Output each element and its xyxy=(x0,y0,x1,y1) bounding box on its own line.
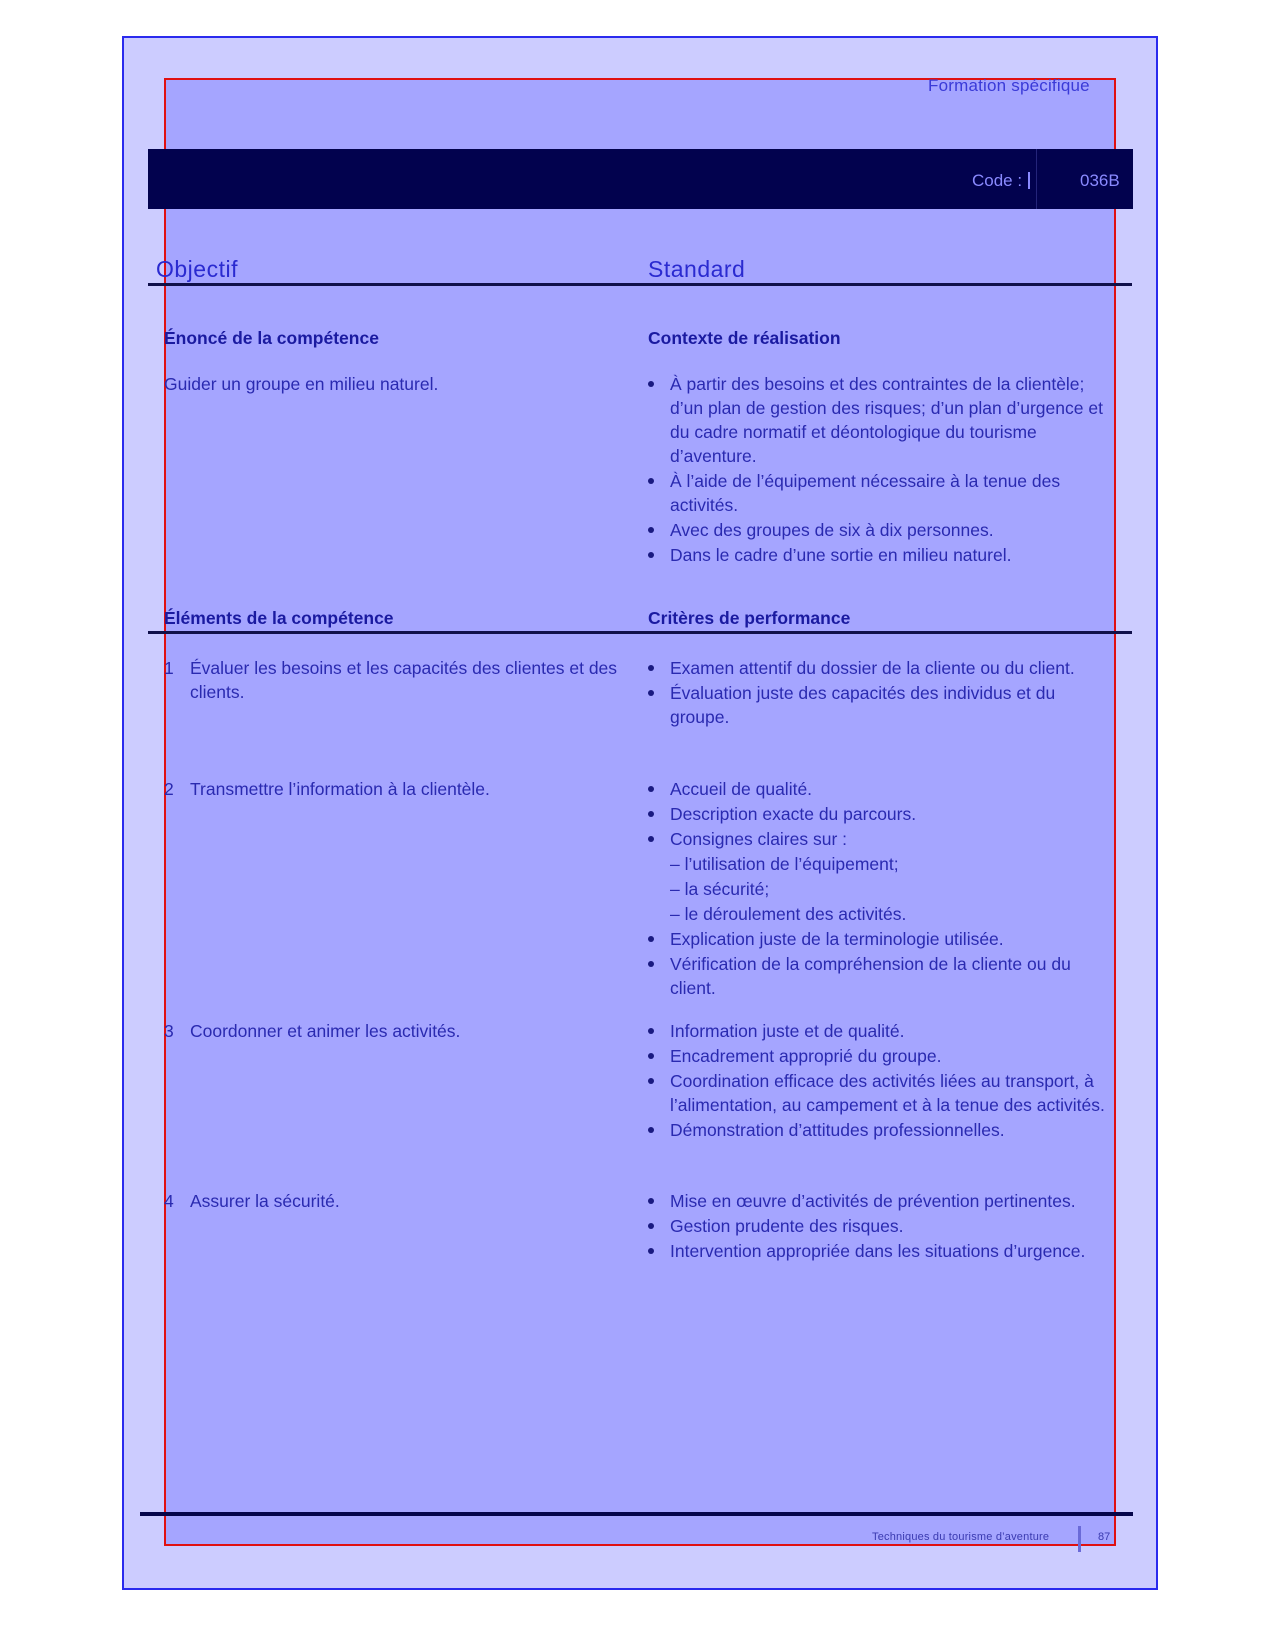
objective-column-title: Objectif xyxy=(156,256,238,282)
running-title: Formation spécifique xyxy=(928,76,1090,95)
element-text: Assurer la sécurité. xyxy=(190,1191,340,1211)
context-heading: Contexte de réalisation xyxy=(648,328,841,348)
criteria-heading: Critères de performance xyxy=(648,608,851,628)
column-title-rule xyxy=(148,283,1132,286)
criteria-list xyxy=(648,1189,1108,1264)
list-item: Examen attentif du dossier de la cliente ou du client. xyxy=(648,656,1108,680)
sub-list-item: – la sécurité; xyxy=(670,879,770,899)
elements-rule xyxy=(148,631,1132,634)
criteria-list xyxy=(648,1019,1108,1143)
code-divider xyxy=(1036,149,1037,209)
list-item: Encadrement approprié du groupe. xyxy=(648,1044,1108,1068)
footer-program-title: Techniques du tourisme d’aventure xyxy=(872,1531,1050,1543)
element-number: 2 xyxy=(164,779,174,799)
competency-element xyxy=(164,1189,644,1213)
list-item: Dans le cadre d’une sortie en milieu naturel. xyxy=(648,543,1108,567)
code-value: 036B xyxy=(1080,171,1120,190)
criteria-list xyxy=(648,777,1108,1001)
list-item: Gestion prudente des risques. xyxy=(648,1214,1108,1238)
list-item: Vérification de la compréhension de la cliente ou du client. xyxy=(648,952,1108,1000)
list-item: Démonstration d’attitudes professionnelles. xyxy=(648,1118,1108,1142)
element-text: Coordonner et animer les activités. xyxy=(190,1021,461,1041)
sub-list-item: – le déroulement des activités. xyxy=(670,904,907,924)
code-separator xyxy=(1028,172,1030,189)
list-item: À partir des besoins et des contraintes de la clientèle; d’un plan de gestion des risques; d’un plan d’urgence et du cadre normatif et déontologique du tourisme d’aventure. xyxy=(648,372,1108,468)
criteria-list xyxy=(648,656,1108,730)
list-item: Évaluation juste des capacités des individus et du groupe. xyxy=(648,681,1108,729)
competency-element xyxy=(164,777,644,801)
footer-rule xyxy=(140,1512,1133,1516)
sub-list-item: – l’utilisation de l’équipement; xyxy=(670,854,899,874)
element-number: 3 xyxy=(164,1021,174,1041)
element-text: Évaluer les besoins et les capacités des clientes et des clients. xyxy=(190,658,618,702)
page-number: 87 xyxy=(1098,1531,1111,1543)
element-number: 1 xyxy=(164,658,174,678)
context-list xyxy=(648,372,1108,568)
list-item: Avec des groupes de six à dix personnes. xyxy=(648,518,1108,542)
element-text: Transmettre l’information à la clientèle. xyxy=(190,779,490,799)
competency-element xyxy=(164,1019,644,1043)
list-item: Information juste et de qualité. xyxy=(648,1019,1108,1043)
competency-element xyxy=(164,656,644,704)
footer-separator xyxy=(1078,1526,1081,1552)
code-label: Code : xyxy=(972,171,1023,190)
competency-statement-heading: Énoncé de la compétence xyxy=(164,328,379,348)
list-item: Description exacte du parcours. xyxy=(648,802,1108,826)
elements-heading: Éléments de la compétence xyxy=(164,608,394,628)
list-item: Mise en œuvre d’activités de prévention pertinentes. xyxy=(648,1189,1108,1213)
list-item: À l’aide de l’équipement nécessaire à la tenue des activités. xyxy=(648,469,1108,517)
standard-column-title: Standard xyxy=(648,256,746,282)
list-item: Consignes claires sur : xyxy=(648,827,1108,851)
element-number: 4 xyxy=(164,1191,174,1211)
list-item: Coordination efficace des activités liées au transport, à l’alimentation, au campement et à la tenue des activités. xyxy=(648,1069,1108,1117)
list-item: Explication juste de la terminologie utilisée. xyxy=(648,927,1108,951)
list-item: Accueil de qualité. xyxy=(648,777,1108,801)
competency-statement: Guider un groupe en milieu naturel. xyxy=(164,374,439,394)
list-item: Intervention appropriée dans les situations d’urgence. xyxy=(648,1239,1108,1263)
